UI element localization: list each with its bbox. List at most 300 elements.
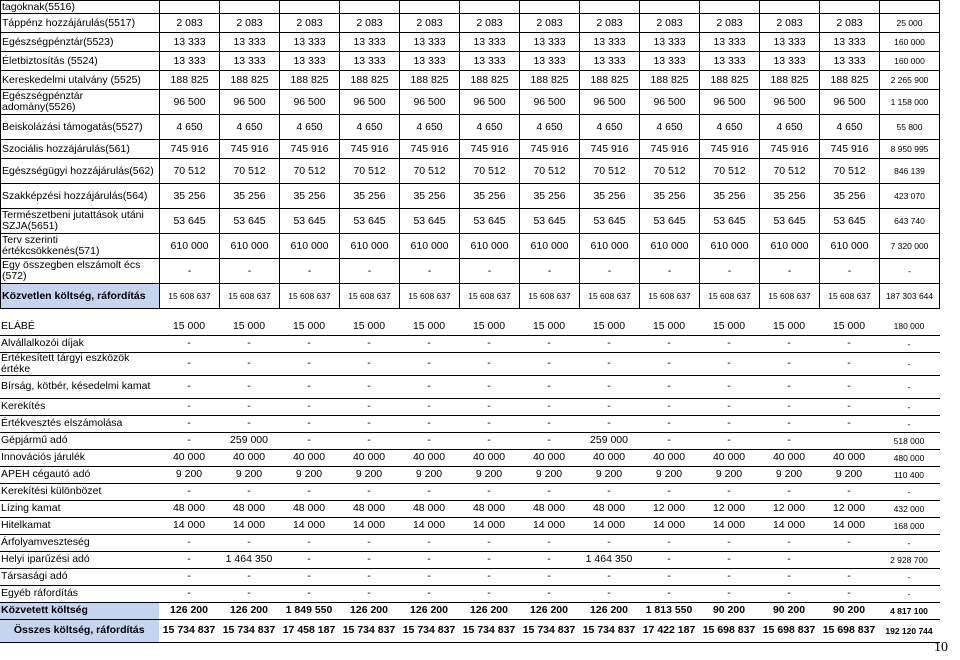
month-value-cell: - <box>519 568 579 585</box>
month-value-cell: 35 256 <box>400 184 460 209</box>
table-row <box>0 534 939 551</box>
month-value-cell: - <box>279 352 339 375</box>
month-value-cell: 35 256 <box>820 184 880 209</box>
month-value-cell: - <box>699 398 759 415</box>
annual-total-cell: 2 265 900 <box>880 71 940 90</box>
month-value-cell: - <box>759 568 819 585</box>
month-value-cell: 2 083 <box>820 14 880 33</box>
row-label: Természetbeni jutattások utáni SZJA(5651) <box>1 209 160 234</box>
month-value-cell: 610 000 <box>280 234 340 259</box>
table-row <box>0 449 939 466</box>
month-value-cell: 188 825 <box>760 71 820 90</box>
month-value-cell <box>280 1 340 14</box>
month-value-cell: - <box>279 534 339 551</box>
month-value-cell: 4 650 <box>820 115 880 140</box>
month-value-cell: 4 650 <box>400 115 460 140</box>
month-value-cell: 90 200 <box>759 602 819 619</box>
month-value-cell: 4 650 <box>520 115 580 140</box>
month-value-cell: 35 256 <box>460 184 520 209</box>
month-value-cell: 48 000 <box>579 500 639 517</box>
month-value-cell: 2 083 <box>580 14 640 33</box>
table-row <box>1 71 940 90</box>
month-value-cell: - <box>159 483 219 500</box>
row-label: Közvetlen költség, ráfordítás <box>1 284 160 309</box>
month-value-cell: - <box>219 415 279 432</box>
month-value-cell: 2 083 <box>640 14 700 33</box>
month-value-cell: 188 825 <box>580 71 640 90</box>
month-value-cell: 126 200 <box>519 602 579 619</box>
month-value-cell: 4 650 <box>160 115 220 140</box>
month-value-cell: - <box>459 551 519 568</box>
month-value-cell: 13 333 <box>340 52 400 71</box>
month-value-cell: 70 512 <box>340 159 400 184</box>
month-value-cell: 610 000 <box>460 234 520 259</box>
month-value-cell: - <box>159 585 219 602</box>
month-value-cell: 40 000 <box>699 449 759 466</box>
month-value-cell: 13 333 <box>460 33 520 52</box>
month-value-cell: 13 333 <box>220 52 280 71</box>
month-value-cell: - <box>279 568 339 585</box>
month-value-cell: - <box>279 398 339 415</box>
month-value-cell: - <box>399 352 459 375</box>
month-value-cell: 610 000 <box>340 234 400 259</box>
month-value-cell: - <box>279 432 339 449</box>
month-value-cell: - <box>159 568 219 585</box>
month-value-cell: 610 000 <box>640 234 700 259</box>
row-label: Egy összegben elszámolt écs (572) <box>1 259 160 284</box>
month-value-cell: - <box>279 551 339 568</box>
month-value-cell: 610 000 <box>820 234 880 259</box>
month-value-cell: 96 500 <box>280 90 340 115</box>
table-row <box>0 415 939 432</box>
annual-total-cell: 643 740 <box>880 209 940 234</box>
month-value-cell: - <box>759 415 819 432</box>
annual-total-cell: - <box>879 335 939 352</box>
month-value-cell: 15 608 637 <box>460 284 520 309</box>
row-label: Értékvesztés elszámolása <box>0 415 159 432</box>
month-value-cell: 15 698 837 <box>819 619 879 642</box>
month-value-cell: - <box>279 415 339 432</box>
month-value-cell: 13 333 <box>640 33 700 52</box>
month-value-cell: 40 000 <box>819 449 879 466</box>
month-value-cell: - <box>459 585 519 602</box>
annual-total-cell: - <box>879 352 939 375</box>
month-value-cell: 4 650 <box>280 115 340 140</box>
month-value-cell: - <box>159 352 219 375</box>
month-value-cell: 4 650 <box>220 115 280 140</box>
month-value-cell: 12 000 <box>759 500 819 517</box>
row-label: APEH cégautó adó <box>0 466 159 483</box>
month-value-cell: 126 200 <box>399 602 459 619</box>
month-value-cell: - <box>639 415 699 432</box>
month-value-cell: - <box>639 335 699 352</box>
month-value-cell: 188 825 <box>280 71 340 90</box>
month-value-cell: 96 500 <box>580 90 640 115</box>
month-value-cell: - <box>699 568 759 585</box>
month-value-cell: - <box>339 432 399 449</box>
month-value-cell: - <box>759 483 819 500</box>
month-value-cell <box>819 551 879 568</box>
month-value-cell: - <box>219 534 279 551</box>
month-value-cell: - <box>579 483 639 500</box>
annual-total-cell: 187 303 644 <box>880 284 940 309</box>
month-value-cell: 15 000 <box>339 318 399 335</box>
month-value-cell: - <box>160 259 220 284</box>
month-value-cell: - <box>519 432 579 449</box>
month-value-cell: - <box>819 375 879 398</box>
month-value-cell: 14 000 <box>759 517 819 534</box>
month-value-cell: - <box>759 375 819 398</box>
row-label: ELÁBÉ <box>0 318 159 335</box>
month-value-cell: 14 000 <box>459 517 519 534</box>
month-value-cell: 745 916 <box>160 140 220 159</box>
month-value-cell: 9 200 <box>519 466 579 483</box>
month-value-cell: - <box>339 551 399 568</box>
month-value-cell: 13 333 <box>340 33 400 52</box>
table-row <box>0 602 939 619</box>
month-value-cell: - <box>219 585 279 602</box>
month-value-cell: - <box>639 398 699 415</box>
table-row <box>1 14 940 33</box>
month-value-cell: 14 000 <box>219 517 279 534</box>
row-label: Hitelkamat <box>0 517 159 534</box>
month-value-cell: - <box>459 415 519 432</box>
month-value-cell: 9 200 <box>219 466 279 483</box>
month-value-cell: - <box>339 352 399 375</box>
month-value-cell: - <box>459 568 519 585</box>
month-value-cell: 15 608 637 <box>280 284 340 309</box>
month-value-cell: 40 000 <box>399 449 459 466</box>
month-value-cell: 70 512 <box>460 159 520 184</box>
month-value-cell: 70 512 <box>520 159 580 184</box>
month-value-cell: 610 000 <box>160 234 220 259</box>
month-value-cell: - <box>399 534 459 551</box>
annual-total-cell <box>880 1 940 14</box>
month-value-cell: 17 458 187 <box>279 619 339 642</box>
month-value-cell: - <box>460 259 520 284</box>
row-label: Egészségügyi hozzájárulás(562) <box>1 159 160 184</box>
month-value-cell: 610 000 <box>760 234 820 259</box>
month-value-cell: 745 916 <box>760 140 820 159</box>
table-row <box>0 398 939 415</box>
month-value-cell: - <box>639 534 699 551</box>
month-value-cell: - <box>819 398 879 415</box>
month-value-cell: - <box>219 398 279 415</box>
month-value-cell: 35 256 <box>280 184 340 209</box>
month-value-cell: 15 000 <box>759 318 819 335</box>
month-value-cell: 35 256 <box>160 184 220 209</box>
annual-total-cell: 2 928 700 <box>879 551 939 568</box>
month-value-cell: 40 000 <box>519 449 579 466</box>
month-value-cell: - <box>220 259 280 284</box>
table-row <box>1 159 940 184</box>
month-value-cell: - <box>759 585 819 602</box>
month-value-cell: - <box>819 534 879 551</box>
table-row <box>0 318 939 335</box>
month-value-cell: - <box>159 415 219 432</box>
month-value-cell: 53 645 <box>520 209 580 234</box>
month-value-cell: 188 825 <box>460 71 520 90</box>
month-value-cell: - <box>699 375 759 398</box>
month-value-cell: - <box>279 483 339 500</box>
month-value-cell: 13 333 <box>400 52 460 71</box>
month-value-cell: - <box>159 534 219 551</box>
month-value-cell: - <box>219 352 279 375</box>
row-label: Összes költség, ráfordítás <box>0 619 159 642</box>
month-value-cell: - <box>519 415 579 432</box>
month-value-cell: 14 000 <box>579 517 639 534</box>
month-value-cell: 745 916 <box>580 140 640 159</box>
month-value-cell: 13 333 <box>700 52 760 71</box>
month-value-cell: 53 645 <box>280 209 340 234</box>
month-value-cell: 4 650 <box>640 115 700 140</box>
month-value-cell: - <box>519 375 579 398</box>
month-value-cell <box>460 1 520 14</box>
month-value-cell: 15 000 <box>519 318 579 335</box>
month-value-cell: 14 000 <box>819 517 879 534</box>
row-label: Szakképzési hozzájárulás(564) <box>1 184 160 209</box>
month-value-cell: - <box>279 375 339 398</box>
month-value-cell: - <box>819 415 879 432</box>
month-value-cell: - <box>579 352 639 375</box>
month-value-cell: - <box>819 335 879 352</box>
month-value-cell: 13 333 <box>520 52 580 71</box>
page-number: 10 <box>934 640 948 655</box>
month-value-cell: - <box>519 534 579 551</box>
table-row <box>0 335 939 352</box>
month-value-cell: 4 650 <box>460 115 520 140</box>
month-value-cell: 745 916 <box>280 140 340 159</box>
month-value-cell: 188 825 <box>640 71 700 90</box>
month-value-cell: 96 500 <box>460 90 520 115</box>
month-value-cell: 188 825 <box>700 71 760 90</box>
month-value-cell: - <box>699 415 759 432</box>
month-value-cell: 96 500 <box>760 90 820 115</box>
month-value-cell: - <box>579 534 639 551</box>
month-value-cell: - <box>819 352 879 375</box>
month-value-cell: 13 333 <box>820 33 880 52</box>
month-value-cell: - <box>760 259 820 284</box>
annual-total-cell: 518 000 <box>879 432 939 449</box>
annual-total-cell: 180 000 <box>879 318 939 335</box>
row-label: Lízing kamat <box>0 500 159 517</box>
month-value-cell: 745 916 <box>400 140 460 159</box>
month-value-cell: 13 333 <box>160 33 220 52</box>
row-label: Innovációs járulék <box>0 449 159 466</box>
month-value-cell: 70 512 <box>820 159 880 184</box>
month-value-cell: 70 512 <box>400 159 460 184</box>
month-value-cell: - <box>339 375 399 398</box>
row-label: Egyéb ráfordítás <box>0 585 159 602</box>
table-row <box>0 551 939 568</box>
month-value-cell: - <box>519 551 579 568</box>
month-value-cell: - <box>579 335 639 352</box>
month-value-cell: - <box>399 551 459 568</box>
month-value-cell: - <box>219 375 279 398</box>
month-value-cell: - <box>700 259 760 284</box>
month-value-cell: 745 916 <box>640 140 700 159</box>
month-value-cell: - <box>459 375 519 398</box>
annual-total-cell: - <box>879 375 939 398</box>
table-row <box>1 140 940 159</box>
month-value-cell: 259 000 <box>579 432 639 449</box>
month-value-cell: 17 422 187 <box>639 619 699 642</box>
month-value-cell: - <box>759 352 819 375</box>
annual-total-cell: - <box>880 259 940 284</box>
month-value-cell: 13 333 <box>580 33 640 52</box>
row-label: Szociális hozzájárulás(561) <box>1 140 160 159</box>
month-value-cell: 2 083 <box>520 14 580 33</box>
month-value-cell: 188 825 <box>220 71 280 90</box>
lower-cost-table <box>0 318 940 643</box>
annual-total-cell: 432 000 <box>879 500 939 517</box>
month-value-cell: 15 734 837 <box>219 619 279 642</box>
month-value-cell: - <box>639 483 699 500</box>
table-row <box>1 90 940 115</box>
month-value-cell: - <box>639 551 699 568</box>
row-label: Egészségpénztár(5523) <box>1 33 160 52</box>
month-value-cell: 15 000 <box>219 318 279 335</box>
month-value-cell: 15 000 <box>399 318 459 335</box>
month-value-cell: 15 734 837 <box>159 619 219 642</box>
month-value-cell: - <box>519 585 579 602</box>
month-value-cell: 96 500 <box>160 90 220 115</box>
month-value-cell: 53 645 <box>460 209 520 234</box>
month-value-cell: 610 000 <box>520 234 580 259</box>
month-value-cell: 53 645 <box>700 209 760 234</box>
month-value-cell: - <box>459 432 519 449</box>
month-value-cell: 96 500 <box>400 90 460 115</box>
month-value-cell: 15 000 <box>279 318 339 335</box>
month-value-cell: 15 608 637 <box>160 284 220 309</box>
month-value-cell: 70 512 <box>580 159 640 184</box>
month-value-cell: - <box>339 585 399 602</box>
month-value-cell: 13 333 <box>280 33 340 52</box>
month-value-cell: 96 500 <box>700 90 760 115</box>
month-value-cell: 188 825 <box>520 71 580 90</box>
month-value-cell: 15 608 637 <box>340 284 400 309</box>
month-value-cell: 53 645 <box>340 209 400 234</box>
month-value-cell: 70 512 <box>160 159 220 184</box>
month-value-cell <box>640 1 700 14</box>
month-value-cell: 15 000 <box>699 318 759 335</box>
month-value-cell: 4 650 <box>760 115 820 140</box>
annual-total-cell: 25 000 <box>880 14 940 33</box>
month-value-cell: 13 333 <box>220 33 280 52</box>
table-row <box>1 52 940 71</box>
month-value-cell: - <box>459 352 519 375</box>
month-value-cell: 48 000 <box>459 500 519 517</box>
month-value-cell: 1 813 550 <box>639 602 699 619</box>
month-value-cell: 15 608 637 <box>760 284 820 309</box>
month-value-cell: - <box>339 415 399 432</box>
month-value-cell: 70 512 <box>280 159 340 184</box>
month-value-cell: 40 000 <box>639 449 699 466</box>
month-value-cell: 745 916 <box>520 140 580 159</box>
month-value-cell: - <box>399 585 459 602</box>
month-value-cell: 70 512 <box>220 159 280 184</box>
month-value-cell: 15 000 <box>459 318 519 335</box>
month-value-cell: 96 500 <box>220 90 280 115</box>
row-label: Táppénz hozzájárulás(5517) <box>1 14 160 33</box>
month-value-cell: 96 500 <box>820 90 880 115</box>
row-label: Közvetett költség <box>0 602 159 619</box>
month-value-cell: - <box>519 398 579 415</box>
month-value-cell: 48 000 <box>399 500 459 517</box>
month-value-cell: - <box>400 259 460 284</box>
month-value-cell: 15 698 837 <box>759 619 819 642</box>
month-value-cell: 53 645 <box>820 209 880 234</box>
month-value-cell: 188 825 <box>160 71 220 90</box>
month-value-cell: 15 734 837 <box>399 619 459 642</box>
month-value-cell: 2 083 <box>400 14 460 33</box>
month-value-cell: 40 000 <box>219 449 279 466</box>
month-value-cell: 48 000 <box>519 500 579 517</box>
month-value-cell: - <box>580 259 640 284</box>
month-value-cell: 15 000 <box>579 318 639 335</box>
annual-total-cell: 168 000 <box>879 517 939 534</box>
month-value-cell: 610 000 <box>700 234 760 259</box>
month-value-cell: 15 000 <box>159 318 219 335</box>
table-row <box>0 352 939 375</box>
annual-total-cell: 7 320 000 <box>880 234 940 259</box>
annual-total-cell: 423 070 <box>880 184 940 209</box>
month-value-cell: - <box>459 534 519 551</box>
month-value-cell: 745 916 <box>820 140 880 159</box>
month-value-cell: - <box>399 335 459 352</box>
month-value-cell: - <box>399 432 459 449</box>
month-value-cell: 48 000 <box>159 500 219 517</box>
month-value-cell: - <box>339 483 399 500</box>
month-value-cell: 13 333 <box>460 52 520 71</box>
month-value-cell <box>700 1 760 14</box>
month-value-cell: - <box>519 352 579 375</box>
month-value-cell: 9 200 <box>639 466 699 483</box>
month-value-cell: 70 512 <box>700 159 760 184</box>
month-value-cell: - <box>819 568 879 585</box>
month-value-cell: - <box>159 335 219 352</box>
annual-total-cell: 480 000 <box>879 449 939 466</box>
table-row <box>1 1 940 14</box>
row-label: Beiskolázási támogatás(5527) <box>1 115 160 140</box>
month-value-cell: 15 698 837 <box>699 619 759 642</box>
row-label: Kereskedelmi utalvány (5525) <box>1 71 160 90</box>
month-value-cell: - <box>579 415 639 432</box>
month-value-cell: - <box>339 335 399 352</box>
month-value-cell: 14 000 <box>399 517 459 534</box>
month-value-cell: 745 916 <box>340 140 400 159</box>
month-value-cell: 13 333 <box>820 52 880 71</box>
month-value-cell: 9 200 <box>159 466 219 483</box>
month-value-cell: 13 333 <box>580 52 640 71</box>
month-value-cell: - <box>399 415 459 432</box>
month-value-cell: 188 825 <box>820 71 880 90</box>
month-value-cell: - <box>520 259 580 284</box>
row-label: Helyi iparűzési adó <box>0 551 159 568</box>
month-value-cell <box>400 1 460 14</box>
table-row <box>0 585 939 602</box>
month-value-cell: - <box>159 551 219 568</box>
month-value-cell: - <box>339 534 399 551</box>
month-value-cell: 35 256 <box>640 184 700 209</box>
month-value-cell: 188 825 <box>400 71 460 90</box>
month-value-cell: - <box>519 335 579 352</box>
table-row <box>1 209 940 234</box>
month-value-cell: 53 645 <box>580 209 640 234</box>
month-value-cell: - <box>699 585 759 602</box>
month-value-cell: 745 916 <box>700 140 760 159</box>
table-row <box>1 284 940 309</box>
